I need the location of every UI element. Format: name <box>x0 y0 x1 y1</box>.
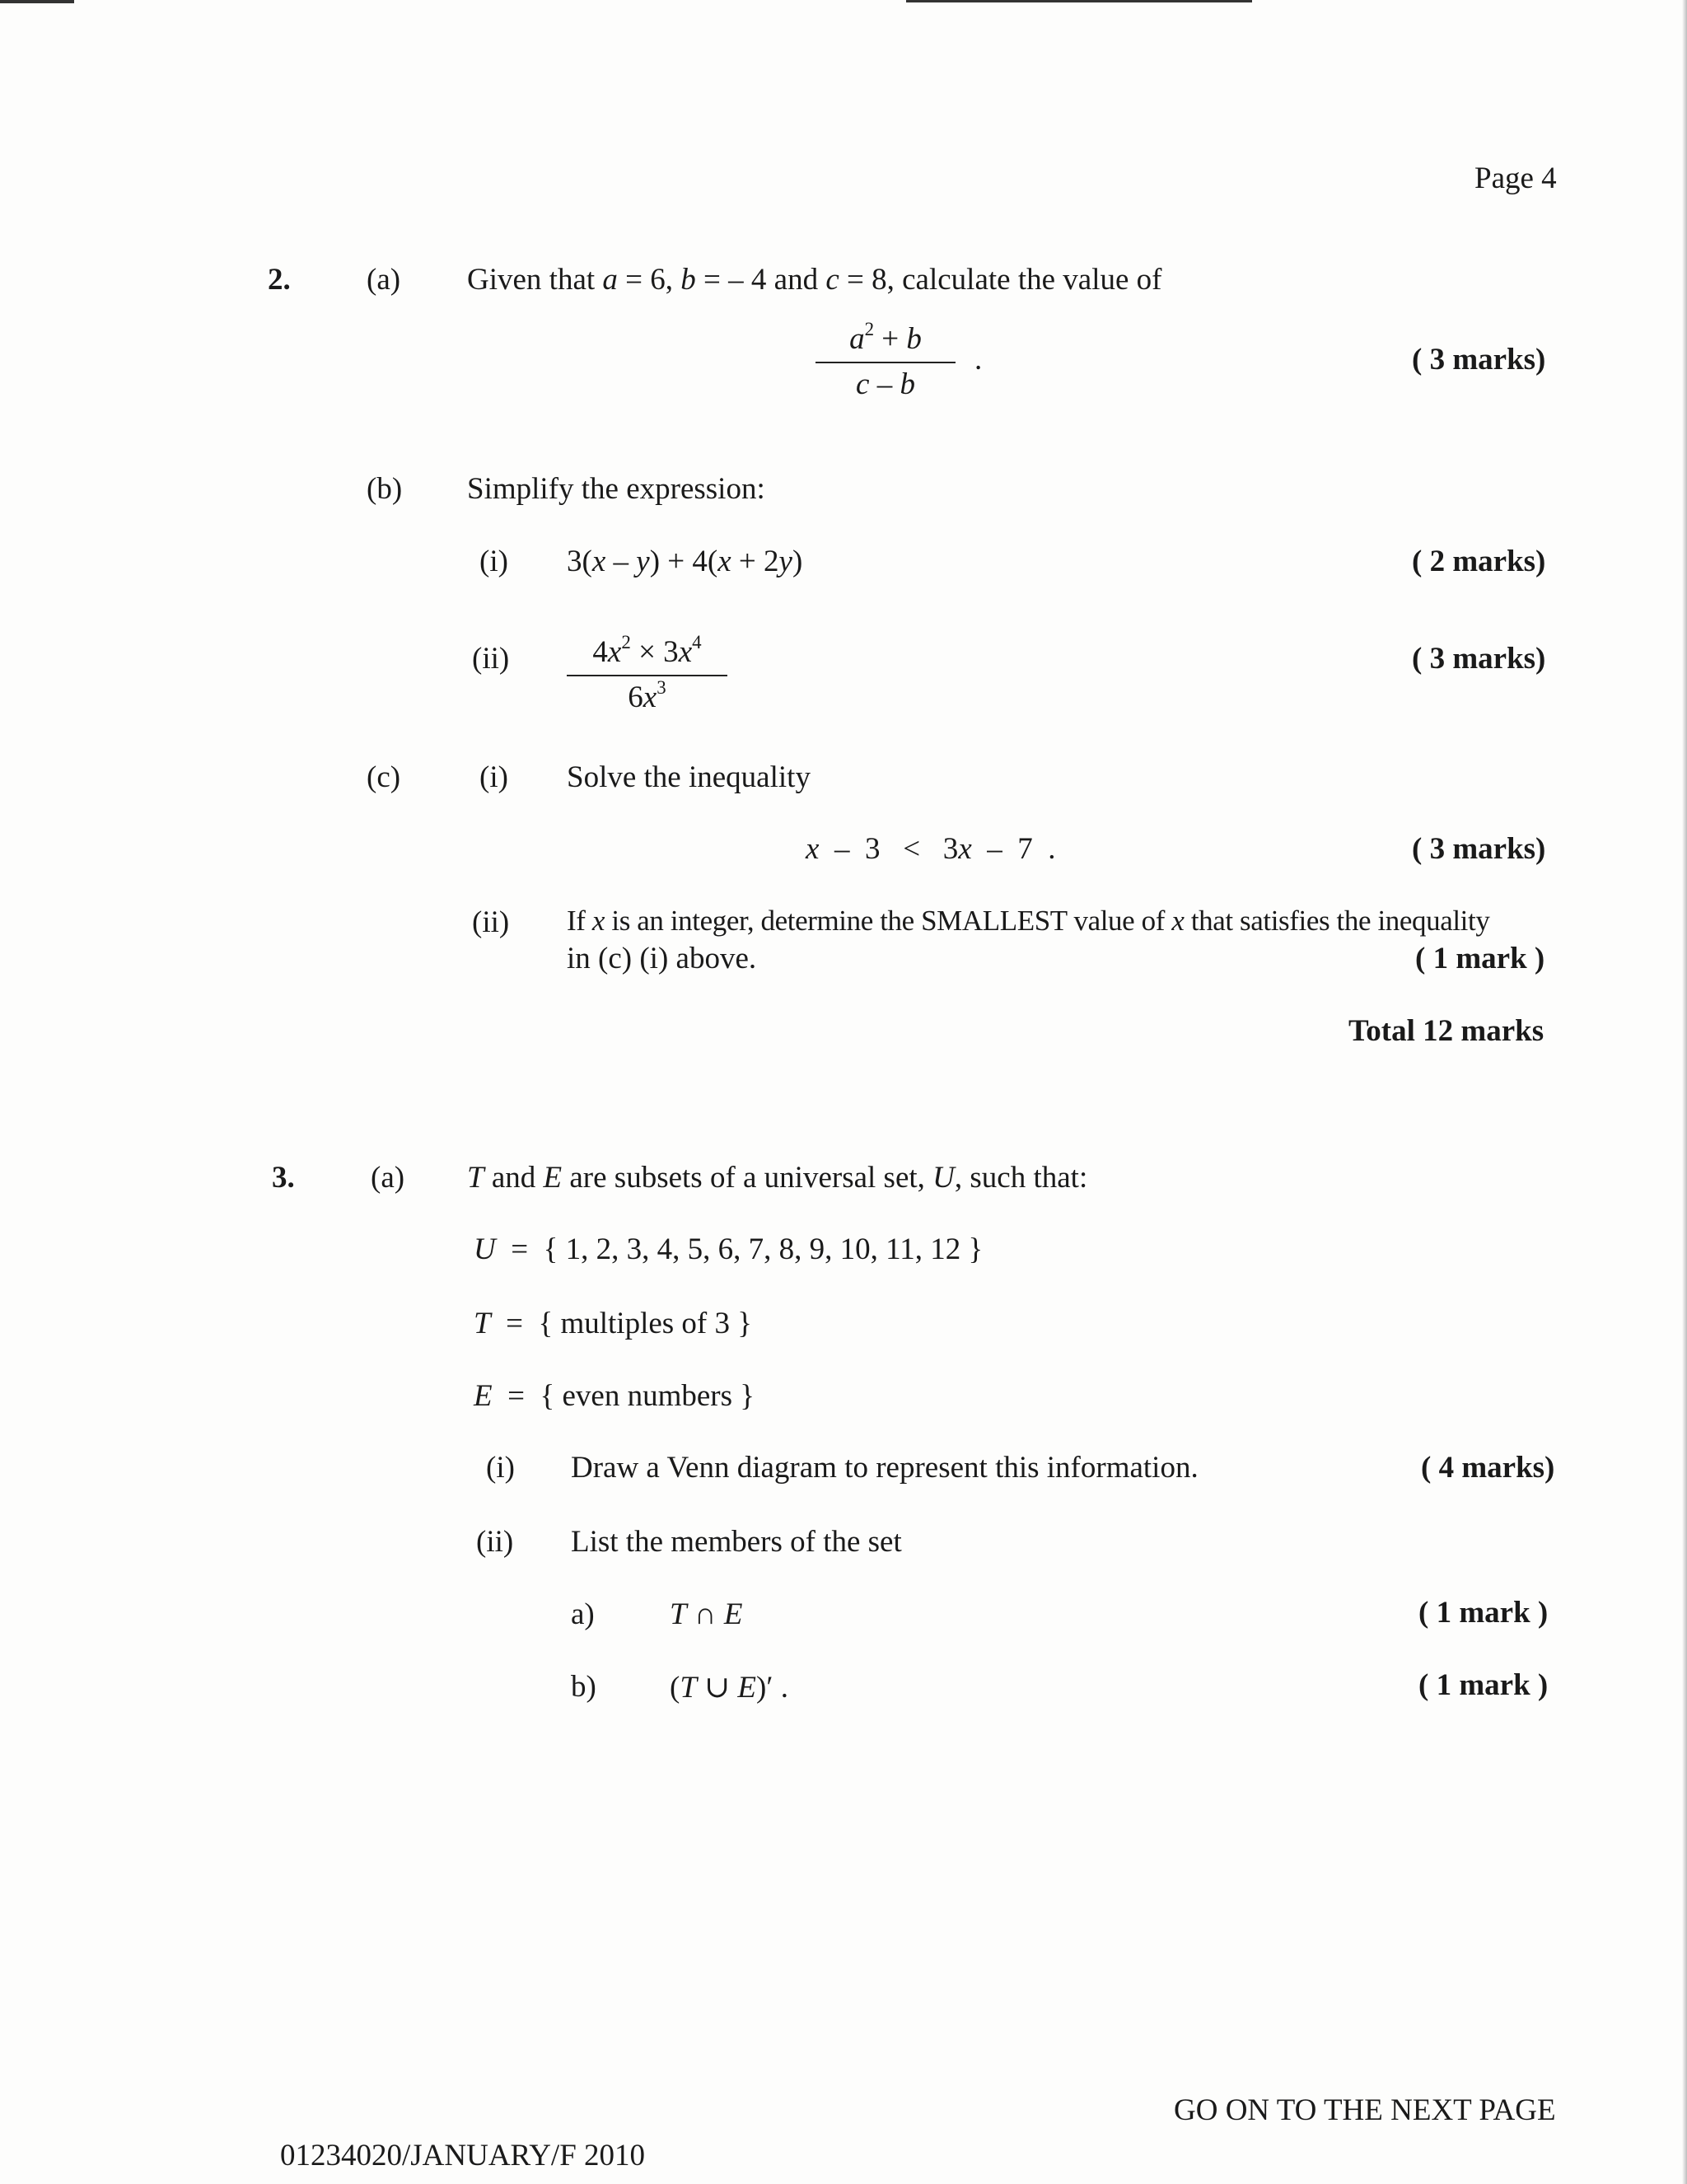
q2c-ii-line-2: in (c) (i) above. <box>567 942 757 975</box>
set-E-definition: E = { even numbers } <box>474 1379 755 1413</box>
go-on-next-page: GO ON TO THE NEXT PAGE <box>1174 2093 1556 2127</box>
scan-mark-top-center <box>906 0 1252 2</box>
set-T-definition: T = { multiples of 3 } <box>474 1307 753 1340</box>
q3a-ii-b-marks: ( 1 mark ) <box>1418 1668 1549 1702</box>
q2b-ii-label: (ii) <box>472 642 510 676</box>
question-3-number: 3. <box>272 1161 295 1195</box>
q3a-ii-b-expression: (T ∪ E)′ . <box>670 1671 788 1705</box>
q3a-i-marks: ( 4 marks) <box>1421 1451 1555 1485</box>
q3a-ii-a-expression: T ∩ E <box>670 1597 743 1631</box>
q3a-statement: T and E are subsets of a universal set, U, such that: <box>467 1161 1088 1195</box>
page-edge-shadow <box>1682 0 1687 2184</box>
q2c-ii-marks: ( 1 mark ) <box>1415 942 1545 975</box>
q3a-ii-statement: List the members of the set <box>571 1525 902 1559</box>
scan-mark-top-left <box>0 0 74 3</box>
q2a-fraction-period: . <box>974 343 983 376</box>
q3a-ii-label: (ii) <box>476 1525 514 1559</box>
q3a-i-label: (i) <box>486 1451 515 1485</box>
q2a-marks: ( 3 marks) <box>1412 343 1546 376</box>
q3a-label: (a) <box>371 1161 405 1195</box>
q3a-ii-b-label: b) <box>571 1670 596 1704</box>
q2a-statement: Given that a = 6, b = – 4 and c = 8, calculate the value of <box>467 263 1162 297</box>
q2-total-marks: Total 12 marks <box>1348 1014 1544 1048</box>
q2b-i-label: (i) <box>479 545 508 578</box>
q2b-ii-fraction: $4x^2 \times 3x^4$ $6x^3$ <box>567 634 727 715</box>
question-2-number: 2. <box>268 263 291 297</box>
q2c-i-inequality: x – 3 < 3x – 7 . <box>806 832 1056 866</box>
page-number: Page 4 <box>1474 161 1557 195</box>
paper-code: 01234020/JANUARY/F 2010 <box>280 2139 646 2172</box>
q3a-ii-a-label: a) <box>571 1597 595 1631</box>
set-U-definition: U = { 1, 2, 3, 4, 5, 6, 7, 8, 9, 10, 11, 12 } <box>474 1232 984 1266</box>
q3a-i-statement: Draw a Venn diagram to represent this information. <box>571 1451 1199 1485</box>
q2b-statement: Simplify the expression: <box>467 472 765 506</box>
q2c-label: (c) <box>367 760 401 794</box>
q2a-fraction: $a^2 + b$ c – b <box>815 321 956 402</box>
q2c-ii-line-1: If x is an integer, determine the SMALLEST value of x that satisfies the inequality <box>567 905 1490 937</box>
q2c-ii-label: (ii) <box>472 905 510 939</box>
q2b-label: (b) <box>367 472 403 506</box>
q3a-ii-a-marks: ( 1 mark ) <box>1418 1596 1549 1630</box>
q2c-i-label: (i) <box>479 760 508 794</box>
q2b-i-marks: ( 2 marks) <box>1412 545 1546 578</box>
q2a-label: (a) <box>367 263 401 297</box>
q2c-i-marks: ( 3 marks) <box>1412 832 1546 866</box>
q2b-i-expression: 3(x – y) + 4(x + 2y) <box>567 545 803 578</box>
q2c-i-statement: Solve the inequality <box>567 760 811 794</box>
q2b-ii-marks: ( 3 marks) <box>1412 642 1546 676</box>
